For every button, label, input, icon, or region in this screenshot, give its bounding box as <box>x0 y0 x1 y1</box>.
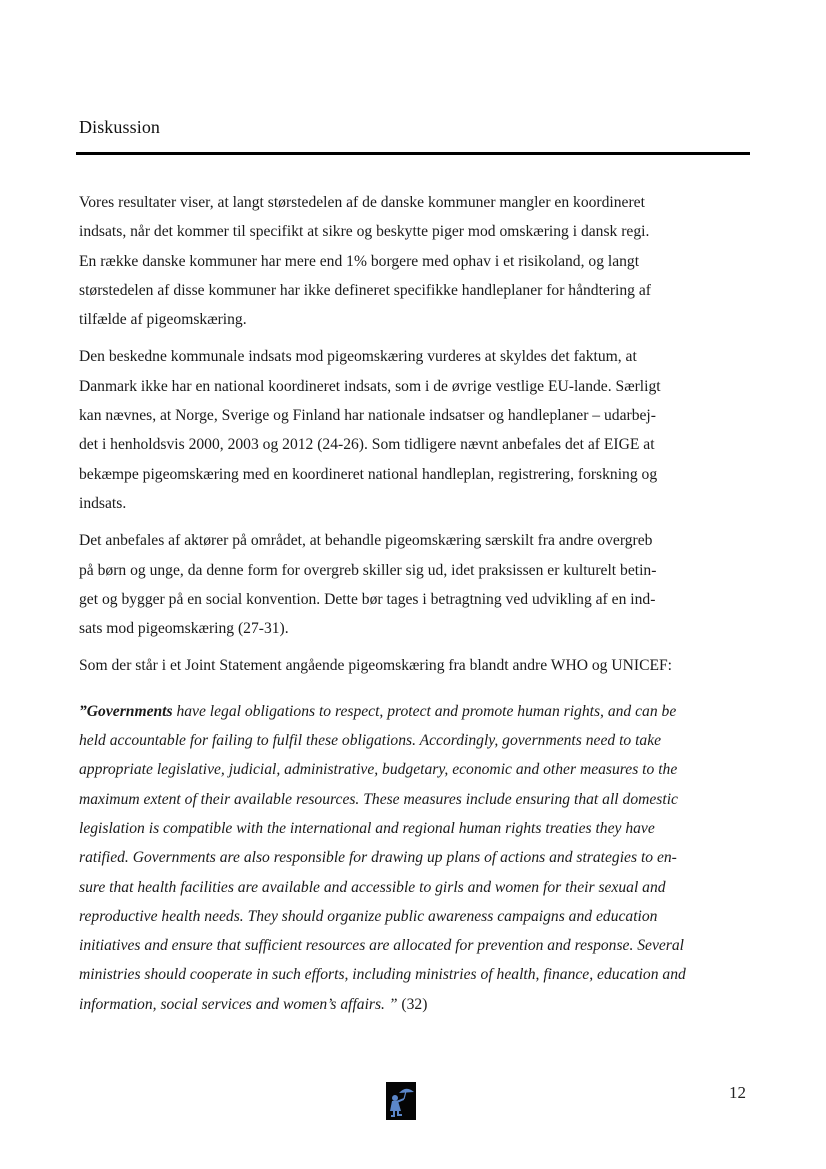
block-quote <box>79 697 751 1019</box>
quote-bold-lead: ”Governments <box>79 702 173 720</box>
page-number: 12 <box>729 1083 746 1102</box>
paragraph-1 <box>79 188 751 334</box>
text-line: størstedelen af disse kommuner har ikke defineret specifikke handleplaner for håndtering af <box>79 281 651 299</box>
paragraph-4 <box>79 651 751 680</box>
text-line: Den beskedne kommunale indsats mod pigeomskæring vurderes at skyldes det faktum, at <box>79 348 637 366</box>
quote-line: sure that health facilities are available and accessible to girls and women for their sexual and <box>79 878 666 896</box>
quote-line: appropriate legislative, judicial, administrative, budgetary, economic and other measures to the <box>79 761 678 779</box>
heading-rule <box>76 152 750 155</box>
text-line: Det anbefales af aktører på området, at behandle pigeomskæring særskilt fra andre overgreb <box>79 532 653 550</box>
text-line: Som der står i et Joint Statement angående pigeomskæring fra blandt andre WHO og UNICEF: <box>79 657 673 675</box>
text-line: indsats. <box>79 494 127 512</box>
text-line: bekæmpe pigeomskæring med en koordineret national handleplan, registrering, forskning og <box>79 465 658 483</box>
text-line: på børn og unge, da denne form for overgreb skiller sig ud, idet praksissen er kulturelt betin- <box>79 561 657 579</box>
quote-line: legislation is compatible with the international and regional human rights treaties they have <box>79 819 655 837</box>
paragraph-2 <box>79 342 751 518</box>
quote-line: maximum extent of their available resources. These measures include ensuring that all domestic <box>79 790 678 808</box>
page-heading: Diskussion <box>79 117 161 137</box>
text-line: Vores resultater viser, at langt størstedelen af de danske kommuner mangler en koordineret <box>79 194 645 211</box>
document-body <box>79 188 751 1027</box>
quote-line <box>79 697 751 726</box>
quote-line <box>79 990 751 1019</box>
quote-line: ministries should cooperate in such efforts, including ministries of health, finance, education and <box>79 966 686 984</box>
text-line: Danmark ikke har en national koordineret indsats, som i de øvrige vestlige EU-lande. Særligt <box>79 377 661 395</box>
quote-line: reproductive health needs. They should organize public awareness campaigns and education <box>79 907 658 925</box>
text-line: En række danske kommuner har mere end 1% borgere med ophav i et risikoland, og langt <box>79 252 640 270</box>
quote-first-line: have legal obligations to respect, protect and promote human rights, and can be <box>172 702 677 720</box>
paragraph-3 <box>79 526 751 643</box>
quote-line: initiatives and ensure that sufficient resources are allocated for prevention and response. Several <box>79 937 685 955</box>
quote-line: held accountable for failing to fulfil these obligations. Accordingly, governments need to take <box>79 732 662 750</box>
text-line: sats mod pigeomskæring (27-31). <box>79 620 289 638</box>
text-line: det i henholdsvis 2000, 2003 og 2012 (24-26). Som tidligere nævnt anbefales det af EIGE at <box>79 436 655 454</box>
quote-citation: (32) <box>397 995 428 1013</box>
girl-with-umbrella-logo-icon <box>386 1082 416 1120</box>
quote-line: ratified. Governments are also responsible for drawing up plans of actions and strategies to en- <box>79 849 677 867</box>
text-line: get og bygger på en social konvention. Dette bør tages i betragtning ved udvikling af en ind- <box>79 590 656 608</box>
quote-last-line: information, social services and women’s affairs. ” <box>79 995 398 1013</box>
text-line: tilfælde af pigeomskæring. <box>79 311 247 329</box>
text-line: kan nævnes, at Norge, Sverige og Finland har nationale indsatser og handleplaner – udarbej- <box>79 407 656 425</box>
text-line: indsats, når det kommer til specifikt at sikre og beskytte piger mod omskæring i dansk regi. <box>79 223 650 241</box>
